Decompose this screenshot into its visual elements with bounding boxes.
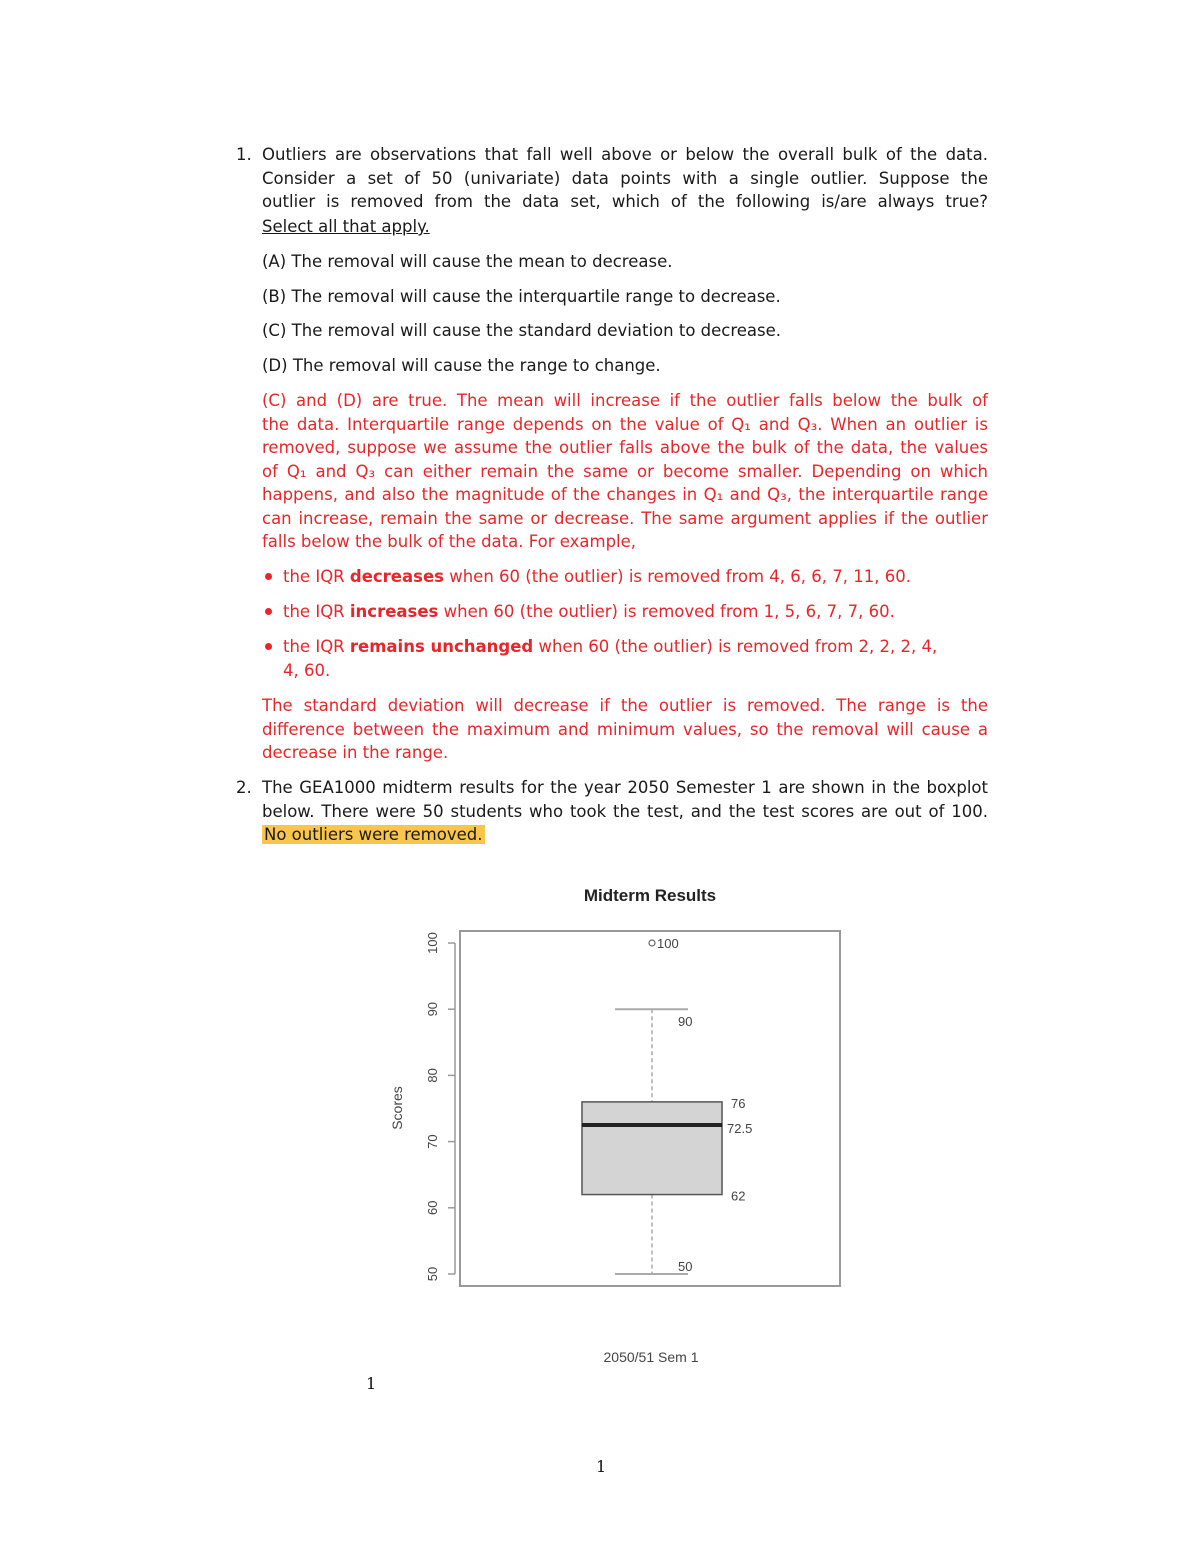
question-number: 1. <box>236 145 252 164</box>
y-axis-label: Scores <box>389 1086 405 1130</box>
option-text: The removal will cause the standard deviation to decrease. <box>291 321 782 340</box>
question-text <box>262 143 988 214</box>
option-b <box>262 285 781 309</box>
question-text <box>262 776 988 823</box>
answer-line: removed, suppose we assume the outlier falls above the bulk of the data, the values <box>262 438 988 457</box>
highlight-note <box>262 823 988 847</box>
value-annotation: 62 <box>731 1188 746 1204</box>
y-tick-label: 70 <box>425 1134 440 1149</box>
conclusion <box>262 694 988 765</box>
value-annotation: 100 <box>657 936 679 951</box>
page-number-inner: 1 <box>366 1374 377 1393</box>
bullet-text: when 60 (the outlier) is removed from 2, 2, 2, 4, <box>533 637 938 656</box>
question-number: 2. <box>236 778 252 797</box>
conclusion-line: The standard deviation will decrease if the outlier is removed. The range is the <box>262 696 988 715</box>
bullet-text: when 60 (the outlier) is removed from 4, 6, 6, 7, 11, 60. <box>443 567 911 586</box>
bullet-emphasis: decreases <box>349 567 444 586</box>
iqr-box <box>582 1102 722 1195</box>
page-number: 1 <box>596 1457 607 1476</box>
bullet-text: the IQR <box>283 637 350 656</box>
y-tick-label: 90 <box>425 1001 440 1017</box>
conclusion-line: decrease in the range. <box>262 743 449 762</box>
value-annotation: 90 <box>678 1014 693 1030</box>
option-label: (C) <box>262 321 287 340</box>
highlighted-text: No outliers were removed. <box>264 825 483 844</box>
value-annotation: 50 <box>678 1259 693 1274</box>
option-label: (B) <box>262 287 287 306</box>
question-line: The GEA1000 midterm results for the year 2050 Semester 1 are shown in the boxplot <box>262 778 988 797</box>
bullet-emphasis: remains unchanged <box>349 637 534 656</box>
instruction <box>262 215 988 239</box>
y-tick-label: 80 <box>425 1068 440 1083</box>
option-a <box>262 250 672 274</box>
y-tick-label: 60 <box>425 1200 440 1216</box>
answer-line: of Q₁ and Q₃ can either remain the same or become smaller. Depending on which <box>262 461 988 481</box>
bullet-item <box>283 565 911 589</box>
chart-title: Midterm Results <box>583 886 717 905</box>
bullet-emphasis: increases <box>349 602 439 621</box>
answer-line: can increase, remain the same or decrease. The same argument applies if the outlier <box>262 508 988 528</box>
answer-line: happens, and also the magnitude of the changes in Q₁ and Q₃, the interquartile range <box>262 485 988 504</box>
option-c <box>262 319 781 343</box>
conclusion-line: difference between the maximum and minimum values, so the removal will cause a <box>262 719 988 739</box>
bullet-item <box>283 635 937 682</box>
bullet-text: 4, 60. <box>283 660 331 680</box>
y-tick-label: 50 <box>425 1266 440 1282</box>
outlier-point <box>649 940 655 946</box>
answer-line: the data. Interquartile range depends on the value of Q₁ and Q₃. When an outlier is <box>262 414 988 434</box>
answer-line: falls below the bulk of the data. For example, <box>262 532 637 551</box>
bullet-icon <box>265 608 272 615</box>
x-axis-label: 2050/51 Sem 1 <box>603 1349 699 1365</box>
option-text: The removal will cause the interquartile range to decrease. <box>291 287 781 306</box>
bullet-item <box>283 600 895 624</box>
option-text: The removal will cause the range to change. <box>292 356 661 375</box>
answer-line: (C) and (D) are true. The mean will increase if the outlier falls below the bulk of <box>262 391 988 410</box>
option-label: (D) <box>262 356 288 375</box>
y-tick-label: 100 <box>425 932 440 954</box>
instruction-text: Select all that apply. <box>262 217 430 236</box>
question-line: Outliers are observations that fall well above or below the overall bulk of the data. <box>262 145 988 164</box>
bullet-icon <box>265 573 272 580</box>
bullet-icon <box>265 643 272 650</box>
value-annotation: 76 <box>731 1095 746 1111</box>
question-line: below. There were 50 students who took the test, and the test scores are out of 100. <box>262 801 988 821</box>
bullet-text: when 60 (the outlier) is removed from 1, 5, 6, 7, 7, 60. <box>438 602 895 621</box>
option-d <box>262 354 661 378</box>
option-label: (A) <box>262 252 287 271</box>
bullet-text: the IQR <box>283 602 350 621</box>
option-text: The removal will cause the mean to decrease. <box>291 252 673 271</box>
question-line: outlier is removed from the data set, which of the following is/are always true? <box>262 192 988 211</box>
plot-frame <box>460 931 840 1286</box>
question-line: Consider a set of 50 (univariate) data points with a single outlier. Suppose the <box>262 168 988 188</box>
bullet-text: the IQR <box>283 567 350 586</box>
value-annotation: 72.5 <box>727 1121 753 1137</box>
answer-explanation <box>262 389 988 554</box>
